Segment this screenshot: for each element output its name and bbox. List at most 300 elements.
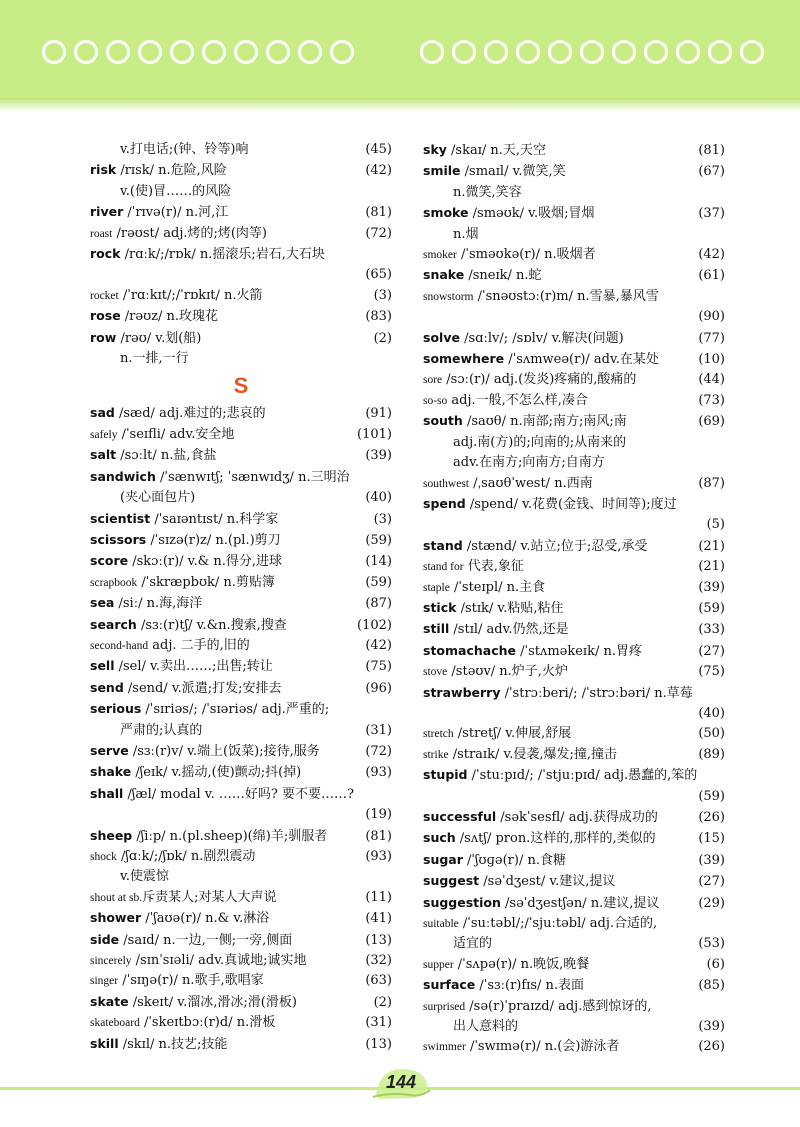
- glossary-entry: [90, 636, 392, 656]
- headword: staple: [423, 581, 450, 594]
- entry-text: [90, 328, 370, 349]
- entry-text: [423, 914, 725, 934]
- entry-text: [90, 1034, 361, 1055]
- headword: strike: [423, 748, 449, 761]
- glossary-entry: [90, 328, 392, 349]
- headword: smoker: [423, 249, 457, 262]
- page-reference: (44): [698, 372, 725, 388]
- page-reference: (96): [365, 680, 392, 696]
- page-reference: (53): [698, 936, 725, 952]
- glossary-entry: [90, 678, 392, 699]
- page-reference: (29): [698, 895, 725, 911]
- page-reference: (3): [373, 511, 392, 527]
- entry-text: [90, 286, 370, 306]
- entry-text: [423, 807, 694, 828]
- page-reference: (45): [365, 142, 392, 157]
- page-reference: (65): [365, 267, 392, 283]
- page-reference: (39): [698, 579, 725, 595]
- page-reference: (11): [365, 889, 392, 905]
- entry-text: [120, 721, 361, 741]
- definition: /səkˈsesfl/ adj.获得成功的: [496, 810, 658, 825]
- definition: 严肃的;认真的: [120, 722, 203, 738]
- glossary-entry: [423, 997, 725, 1017]
- entry-text: [90, 784, 392, 805]
- headword: spend: [423, 495, 466, 511]
- headword: south: [423, 413, 463, 429]
- glossary-entry-continuation: [423, 787, 725, 807]
- glossary-entry-continuation: [90, 721, 392, 741]
- definition: /skɔː(r)/ v.& n.得分,进球: [128, 554, 282, 570]
- headword: still: [423, 621, 450, 637]
- decorative-rings-right: [420, 40, 764, 70]
- glossary-entry: [423, 391, 725, 411]
- definition: /ˈsuːtəbl/;/ˈsjuːtəbl/ adj.合适的,: [458, 916, 658, 932]
- entry-text: [453, 183, 725, 203]
- glossary-entry: [423, 1037, 725, 1057]
- entry-text: [120, 140, 361, 160]
- headword: shock: [90, 851, 117, 863]
- entry-text: [423, 975, 694, 996]
- glossary-entry: [90, 741, 392, 762]
- headword: sheep: [90, 827, 133, 843]
- glossary-entry: [90, 992, 392, 1013]
- headword: second-hand: [90, 639, 149, 652]
- glossary-entry: [423, 619, 725, 640]
- entry-text: [423, 997, 725, 1017]
- page-reference: (61): [698, 268, 725, 284]
- headword: skate: [90, 993, 129, 1009]
- definition: adj. 二手的,旧的: [148, 637, 250, 653]
- page-reference: (39): [698, 852, 725, 868]
- definition: /sɪnˈsɪəli/ adv.真诚地;诚实地: [131, 953, 307, 969]
- headword: stomachache: [423, 642, 516, 658]
- definition: /stəʊv/ n.炉子,火炉: [447, 664, 568, 680]
- glossary-entry-continuation: [423, 453, 725, 473]
- headword: stretch: [423, 728, 454, 741]
- entry-text: [120, 488, 361, 508]
- definition: /sə(r)ˈpraɪzd/ adj.感到惊讶的,: [465, 998, 652, 1014]
- glossary-entry: [423, 662, 725, 682]
- entry-text: [90, 615, 353, 636]
- entry-text: [453, 225, 725, 245]
- page-reference: (72): [365, 743, 392, 759]
- definition: adj.南(方)的;向南的;从南来的: [453, 434, 627, 450]
- entry-text: [90, 847, 361, 867]
- glossary-entry: [423, 598, 725, 619]
- entry-text: [423, 536, 694, 557]
- page-reference: (59): [365, 574, 392, 590]
- entry-text: [90, 593, 361, 614]
- page-reference: (59): [365, 532, 392, 548]
- glossary-entry: [423, 745, 725, 765]
- glossary-entry: [90, 888, 392, 908]
- headword: safely: [90, 428, 118, 441]
- definition: /ʃiːp/ n.(pl.sheep)(绵)羊;驯服者: [132, 828, 328, 844]
- entry-text: [423, 1037, 694, 1057]
- definition: /ˈstʌməkeɪk/ n.胃疼: [516, 643, 642, 659]
- headword: score: [90, 553, 129, 569]
- page-reference: (14): [365, 554, 392, 570]
- definition: n.烟: [453, 226, 479, 242]
- page-reference: (32): [365, 953, 392, 969]
- headword: sad: [90, 405, 115, 421]
- headword: suggestion: [423, 894, 501, 910]
- headword: scissors: [90, 531, 147, 547]
- definition: /ˈsnəʊstɔː(r)m/ n.雪暴,暴风雪: [473, 288, 659, 304]
- definition: /ˈsteɪpl/ n.主食: [449, 579, 546, 595]
- entry-text: [90, 888, 361, 908]
- headword: surface: [423, 977, 476, 993]
- glossary-entry: [423, 474, 725, 494]
- glossary-entry: [90, 951, 392, 971]
- entry-text: [453, 1017, 694, 1037]
- entry-text: [90, 551, 361, 572]
- page-reference: (89): [698, 746, 725, 762]
- glossary-entry-continuation: [90, 805, 392, 825]
- page-reference: (50): [698, 726, 725, 742]
- entry-text: [423, 619, 694, 640]
- page-reference: (59): [698, 600, 725, 616]
- headword: snake: [423, 267, 465, 283]
- glossary-entry: [423, 536, 725, 557]
- glossary-entry: [423, 765, 725, 786]
- entry-text: [90, 951, 361, 971]
- page-reference: (73): [698, 392, 725, 408]
- entry-text: [90, 467, 392, 488]
- entry-text: [90, 636, 361, 656]
- definition: adv.在南方;向南方;自南方: [453, 455, 605, 471]
- definition: /ˈrɑːkɪt/;/ˈrɒkɪt/ n.火箭: [118, 287, 263, 303]
- definition: /ˈsʌmweə(r)/ adv.在某处: [504, 352, 659, 368]
- definition: 出人意料的: [453, 1019, 519, 1035]
- entry-text: [90, 509, 370, 530]
- entry-text: [90, 992, 370, 1013]
- glossary-entry: [423, 370, 725, 390]
- entry-text: [90, 678, 361, 699]
- headword: skill: [90, 1035, 119, 1051]
- page-reference: (101): [357, 426, 392, 442]
- page-reference: (42): [698, 247, 725, 263]
- glossary-entry: [90, 847, 392, 867]
- entry-text: [90, 971, 361, 991]
- page-reference: (83): [365, 309, 392, 325]
- entry-text: [423, 955, 703, 975]
- entry-text: [90, 160, 361, 181]
- headword: sell: [90, 658, 115, 674]
- entry-text: [423, 724, 694, 744]
- definition: /ˌsaʊθˈwest/ n.西南: [469, 475, 593, 491]
- definition: /ˈswɪmə(r)/ n.(会)游泳者: [465, 1039, 620, 1055]
- glossary-entry: [423, 893, 725, 914]
- definition: /sʌtʃ/ pron.这样的,那样的,类似的: [455, 831, 656, 847]
- definition: /rəʊ/ v.划(船): [116, 330, 202, 346]
- entry-text: [453, 453, 725, 473]
- entry-text: [90, 425, 353, 445]
- definition: /stretʃ/ v.伸展,舒展: [453, 726, 572, 742]
- glossary-column-right: [423, 140, 725, 1058]
- definition: /ˈstuːpɪd/; /ˈstjuːpɪd/ adj.愚蠢的,笨的: [467, 768, 698, 784]
- page-reference: (19): [365, 807, 392, 823]
- page-reference: (81): [365, 205, 392, 221]
- definition: /ˈskræpbʊk/ n.剪贴簿: [137, 574, 275, 590]
- entry-text: [90, 1013, 361, 1033]
- page-reference: (93): [365, 849, 392, 864]
- entry-text: [90, 908, 361, 929]
- glossary-entry-continuation: [90, 182, 392, 202]
- headword: strawberry: [423, 684, 501, 700]
- glossary-entry: [423, 871, 725, 892]
- definition: /rɑːk/;/rɒk/ n.摇滚乐;岩石,大石块: [120, 247, 325, 263]
- headword: such: [423, 830, 456, 846]
- definition: /ˈʃʊɡə(r)/ n.食糖: [462, 852, 566, 868]
- page-reference: (2): [373, 330, 392, 346]
- definition: n.一排,一行: [120, 351, 189, 367]
- headword: snowstorm: [423, 290, 474, 303]
- page-reference: (5): [706, 517, 725, 533]
- glossary-entry: [423, 557, 725, 577]
- headword: sincerely: [90, 955, 132, 968]
- entry-text: [90, 403, 361, 424]
- entry-text: [423, 765, 725, 786]
- headword: southwest: [423, 477, 469, 490]
- headword: scientist: [90, 510, 151, 526]
- glossary-entry: [423, 265, 725, 286]
- page-reference: (31): [365, 722, 392, 738]
- entry-text: [90, 826, 361, 847]
- definition: /sel/ v.卖出……;出售;转让: [114, 659, 273, 675]
- headword: scrapbook: [90, 576, 138, 589]
- glossary-entry: [423, 245, 725, 265]
- entry-text: [423, 245, 694, 265]
- entry-text: [423, 828, 694, 849]
- page-reference: (87): [698, 475, 725, 491]
- definition: /səˈdʒest/ v.建议,提议: [479, 874, 616, 890]
- page-reference: (21): [698, 559, 725, 575]
- page-reference: (63): [365, 973, 392, 989]
- page-reference: (31): [365, 1015, 392, 1031]
- glossary-entry: [423, 807, 725, 828]
- page-reference: (26): [698, 1039, 725, 1055]
- entry-text: [90, 573, 361, 593]
- definition: /ˈrɪvə(r)/ n.河,江: [123, 205, 229, 221]
- definition: /saɪd/ n.一边,一侧;一旁,侧面: [119, 932, 293, 948]
- definition: /səˈdʒestʃən/ n.建议,提议: [500, 895, 660, 911]
- definition: /sɔːlt/ n.盐,食盐: [116, 448, 217, 464]
- entry-text: [90, 762, 361, 783]
- headword: sore: [423, 374, 443, 387]
- headword: skateboard: [90, 1017, 140, 1030]
- headword: sandwich: [90, 468, 156, 484]
- headword: smile: [423, 163, 461, 179]
- glossary-entry: [90, 908, 392, 929]
- definition: /stɪl/ adv.仍然,还是: [449, 622, 569, 638]
- glossary-entry: [90, 224, 392, 244]
- definition: /ˈsaɪəntɪst/ n.科学家: [150, 511, 279, 527]
- definition: /ˈʃaʊə(r)/ n.& v.淋浴: [141, 911, 270, 927]
- page-reference: (75): [698, 664, 725, 680]
- entry-text: [423, 557, 694, 577]
- headword: suitable: [423, 918, 459, 931]
- entry-text: [423, 683, 725, 704]
- glossary-entry-continuation: [423, 704, 725, 724]
- definition: /ʃeɪk/ v.摇动,(使)颤动;抖(掉): [131, 765, 302, 781]
- headword: stove: [423, 666, 448, 679]
- page-reference: (93): [365, 765, 392, 781]
- definition: /ˈsɜː(r)fɪs/ n.表面: [475, 978, 585, 994]
- page-reference: (69): [698, 414, 725, 430]
- entry-text: [120, 349, 392, 369]
- headword: serious: [90, 701, 142, 717]
- definition: /skeɪt/ v.溜冰,滑冰;滑(滑板): [128, 994, 297, 1010]
- glossary-entry: [90, 306, 392, 327]
- glossary-entry: [423, 724, 725, 744]
- glossary-entry: [90, 784, 392, 805]
- definition: n.微笑,笑容: [453, 184, 522, 200]
- entry-text: [453, 934, 694, 954]
- definition: /ʃæl/ modal v. ……好吗? 要不要……?: [123, 786, 354, 802]
- glossary-entry: [423, 411, 725, 432]
- glossary-entry: [423, 203, 725, 224]
- glossary-entry: [423, 828, 725, 849]
- glossary-entry: [90, 656, 392, 677]
- definition: v.打电话;(钟、铃等)响: [120, 142, 249, 157]
- entry-text: [423, 411, 694, 432]
- entry-text: [423, 391, 694, 411]
- definition: adj.一般,不怎么样,凑合: [447, 392, 588, 408]
- page-reference: (10): [698, 352, 725, 368]
- glossary-entry: [90, 699, 392, 720]
- headword: sugar: [423, 851, 463, 867]
- entry-text: [120, 182, 392, 202]
- glossary-entry-continuation: [423, 225, 725, 245]
- page-reference: (40): [365, 490, 392, 506]
- definition: /skɪl/ n.技艺;技能: [118, 1036, 228, 1052]
- page-reference: (67): [698, 164, 725, 180]
- headword: surprised: [423, 1000, 466, 1013]
- entry-text: [423, 287, 725, 307]
- entry-text: [90, 656, 361, 677]
- headword: swimmer: [423, 1041, 466, 1054]
- definition: /skaɪ/ n.天,天空: [446, 143, 547, 158]
- page-reference: (42): [365, 637, 392, 653]
- entry-text: [90, 699, 392, 720]
- page-reference: (85): [698, 978, 725, 994]
- page-reference: (77): [698, 330, 725, 346]
- entry-text: [423, 641, 694, 662]
- definition: /stɪk/ v.粘贴,粘住: [456, 600, 564, 616]
- glossary-entry: [423, 975, 725, 996]
- glossary-entry: [90, 1034, 392, 1055]
- definition: /sɜː(r)tʃ/ v.&n.搜索,搜查: [136, 617, 287, 633]
- entry-text: [90, 202, 361, 223]
- definition: (夹心面包片): [120, 490, 196, 506]
- glossary-entry: [90, 244, 392, 265]
- glossary-entry: [423, 955, 725, 975]
- entry-text: [423, 494, 725, 515]
- glossary-entry-continuation: [423, 307, 725, 327]
- glossary-entry-continuation: [423, 183, 725, 203]
- entry-text: [453, 433, 725, 453]
- page-reference: (27): [698, 874, 725, 890]
- entry-text: [90, 224, 361, 244]
- glossary-entry-continuation: [423, 433, 725, 453]
- glossary-entry: [90, 826, 392, 847]
- headword: stupid: [423, 767, 468, 783]
- glossary-entry: [423, 850, 725, 871]
- page-reference: (21): [698, 538, 725, 554]
- entry-text: [90, 930, 361, 951]
- page-reference: (81): [365, 828, 392, 844]
- headword: side: [90, 931, 120, 947]
- definition: /ˈsməʊkə(r)/ n.吸烟者: [456, 247, 596, 263]
- glossary-entry: [423, 287, 725, 307]
- headword: so-so: [423, 394, 448, 407]
- page-reference: (42): [365, 163, 392, 179]
- entry-text: [90, 306, 361, 327]
- glossary-entry: [90, 467, 392, 488]
- definition: /ˈstrɔːberi/; /ˈstrɔːbəri/ n.草莓: [500, 685, 693, 701]
- entry-text: [120, 867, 392, 887]
- definition: /smaɪl/ v.微笑,笑: [460, 164, 566, 180]
- glossary-entry: [90, 573, 392, 593]
- entry-text: [423, 203, 694, 224]
- entry-text: [423, 140, 694, 161]
- definition: /sæd/ adj.难过的;悲哀的: [114, 406, 266, 422]
- page-reference: (40): [698, 705, 725, 721]
- definition: /send/ v.派遣;打发;安排去: [123, 680, 282, 696]
- page-reference: (26): [698, 810, 725, 825]
- page-reference: (91): [365, 406, 392, 422]
- glossary-entry: [423, 578, 725, 598]
- definition: /rəʊst/ adj.烤的;烤(肉等): [112, 225, 268, 241]
- glossary-entry-continuation: [423, 1017, 725, 1037]
- headword: shout at sb.: [90, 891, 143, 904]
- entry-text: [423, 370, 694, 390]
- glossary-entry: [423, 349, 725, 370]
- entry-text: [423, 598, 694, 619]
- glossary-entry: [90, 971, 392, 991]
- decorative-rings-left: [42, 40, 354, 70]
- glossary-entry-continuation: [90, 349, 392, 369]
- glossary-entry: [90, 1013, 392, 1033]
- page-reference: (72): [365, 225, 392, 241]
- entry-text: [90, 741, 361, 762]
- definition: /saʊθ/ n.南部;南方;南风;南: [462, 414, 627, 430]
- headword: suggest: [423, 873, 480, 889]
- glossary-entry-continuation: [423, 515, 725, 535]
- page-reference: (87): [365, 596, 392, 612]
- headword: stick: [423, 599, 457, 615]
- glossary-entry: [90, 930, 392, 951]
- entry-text: [423, 871, 694, 892]
- page-reference: (41): [365, 911, 392, 927]
- definition: /ˈseɪfli/ adv.安全地: [117, 426, 235, 442]
- definition: /spend/ v.花费(金钱、时间等);度过: [465, 496, 677, 512]
- entry-text: [423, 265, 694, 286]
- definition: v.使震惊: [120, 869, 169, 885]
- headword: smoke: [423, 205, 469, 221]
- definition: /ˈsænwɪtʃ; ˈsænwɪdʒ/ n.三明治: [155, 469, 350, 485]
- definition: 代表,象征: [463, 559, 524, 575]
- page-reference: (13): [365, 932, 392, 948]
- page-reference: (59): [698, 788, 725, 804]
- entry-text: [90, 244, 392, 265]
- headword: roast: [90, 227, 113, 240]
- glossary-entry: [423, 683, 725, 704]
- entry-text: [423, 850, 694, 871]
- headword: row: [90, 329, 117, 345]
- headword: serve: [90, 742, 129, 758]
